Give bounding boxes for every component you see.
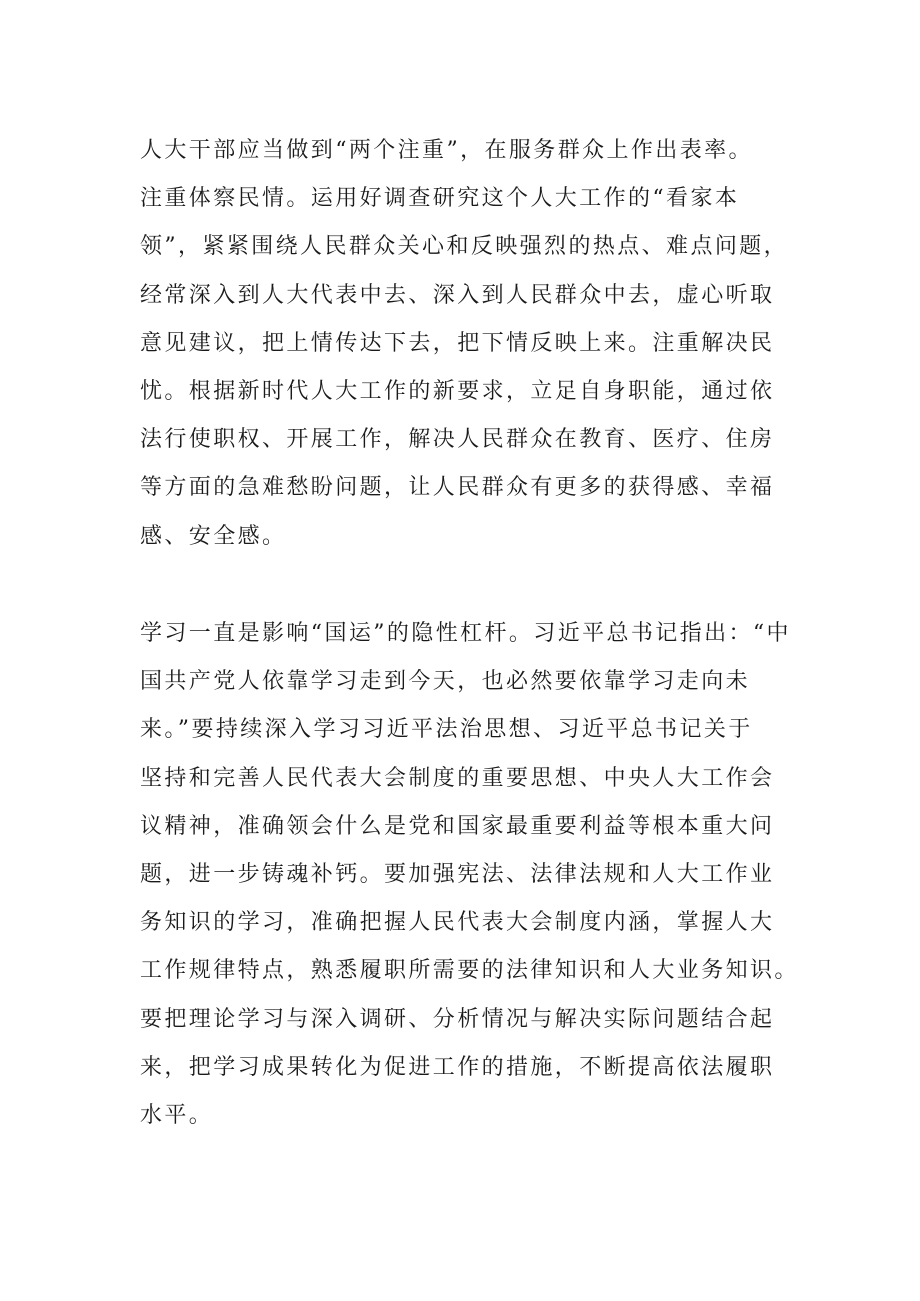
text-line: 来，把学习成果转化为促进工作的措施，不断提高依法履职	[140, 1054, 775, 1080]
text-line: 注重体察民情。运用好调查研究这个人大工作的“看家本	[140, 186, 740, 212]
text-line: 来。”要持续深入学习习近平法治思想、习近平总书记关于	[140, 717, 753, 743]
text-line: 务知识的学习，准确把握人民代表大会制度内涵，掌握人大	[140, 910, 775, 936]
text-line: 题，进一步铸魂补钙。要加强宪法、法律法规和人大工作业	[140, 861, 775, 887]
paragraph-service-to-people	[140, 127, 800, 561]
text-line: 经常深入到人大代表中去、深入到人民群众中去，虚心听取	[140, 282, 775, 308]
text-line: 感、安全感。	[140, 523, 287, 549]
text-line: 工作规律特点，熟悉履职所需要的法律知识和人大业务知识。	[140, 958, 799, 984]
text-line: 坚持和完善人民代表大会制度的重要思想、中央人大工作会	[140, 765, 775, 791]
text-line: 议精神，准确领会什么是党和国家最重要利益等根本重大问	[140, 813, 775, 839]
text-line: 领”，紧紧围绕人民群众关心和反映强烈的热点、难点问题，	[140, 234, 789, 260]
text-line: 法行使职权、开展工作，解决人民群众在教育、医疗、住房	[140, 427, 775, 453]
text-line: 水平。	[140, 1102, 214, 1128]
text-line: 忧。根据新时代人大工作的新要求，立足自身职能，通过依	[140, 378, 775, 404]
text-line: 意见建议，把上情传达下去，把下情反映上来。注重解决民	[140, 330, 775, 356]
text-line: 国共产党人依靠学习走到今天，也必然要依靠学习走向未	[140, 669, 751, 695]
text-line: 人大干部应当做到“两个注重”，在服务群众上作出表率。	[140, 138, 753, 163]
text-line: 等方面的急难愁盼问题，让人民群众有更多的获得感、幸福	[140, 475, 775, 501]
text-line: 要把理论学习与深入调研、分析情况与解决实际问题结合起	[140, 1006, 775, 1032]
text-line: 学习一直是影响“国运”的隐性杠杆。习近平总书记指出：“中	[140, 621, 791, 646]
paragraph-learning	[140, 610, 800, 1140]
